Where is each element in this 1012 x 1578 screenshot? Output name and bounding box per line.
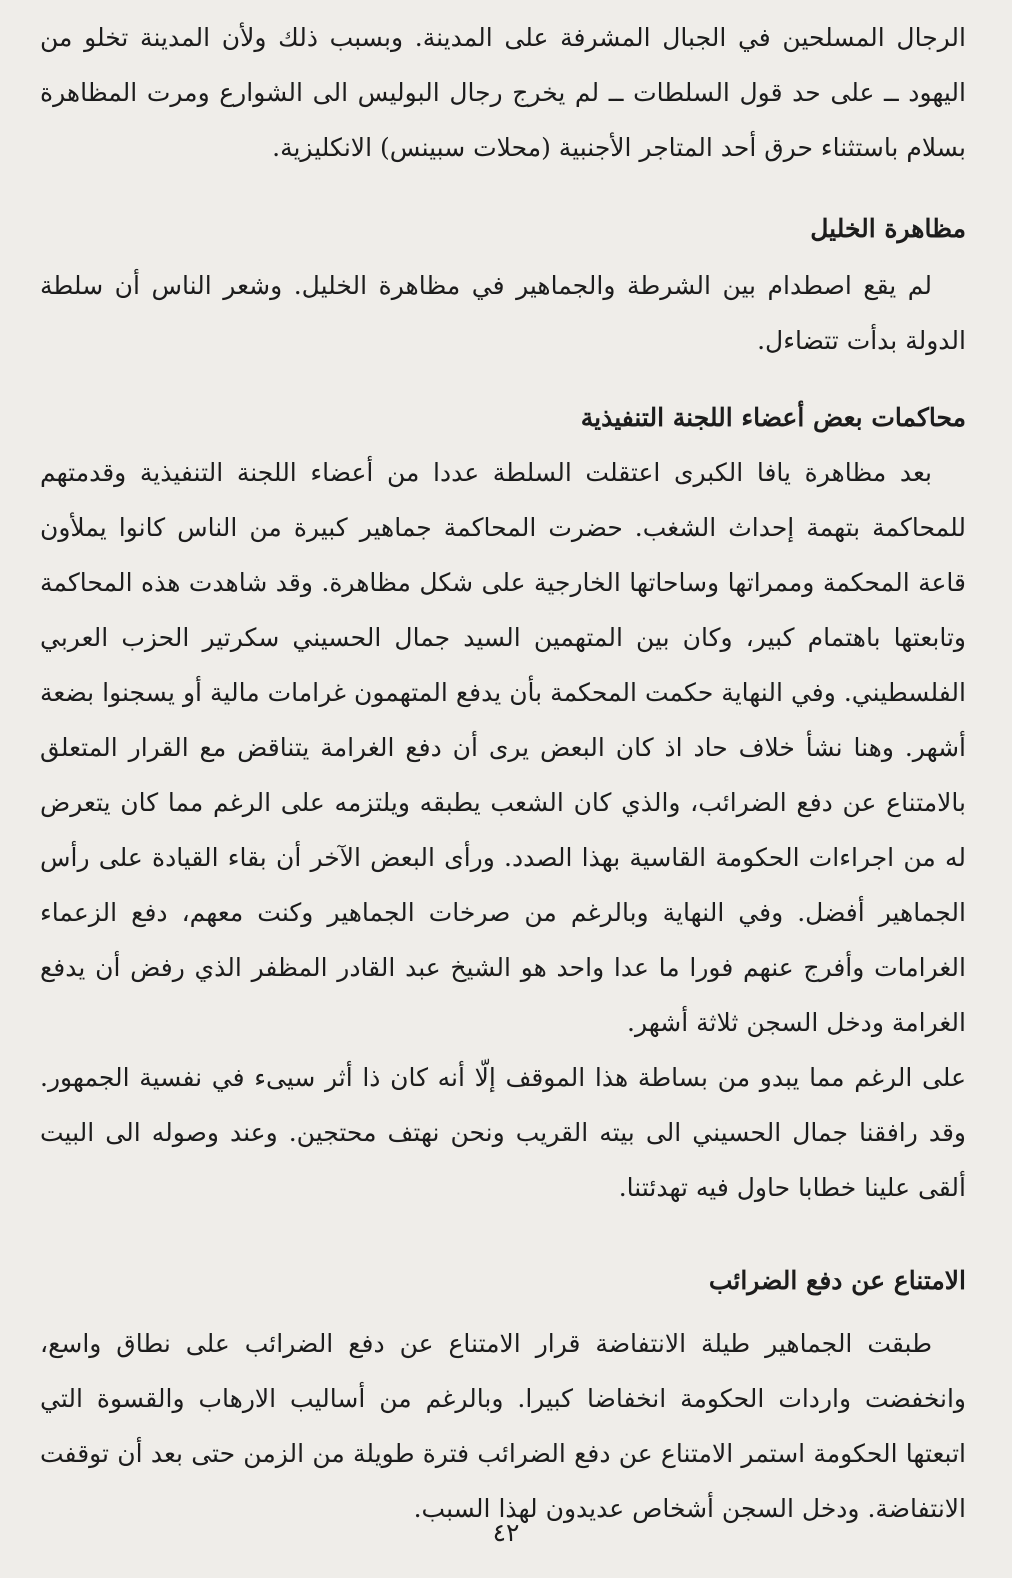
- heading-tax-refusal: الامتناع عن دفع الضرائب: [708, 1266, 966, 1295]
- paragraph-intro: الرجال المسلحين في الجبال المشرفة على المدينة. وبسبب ذلك ولأن المدينة تخلو من اليهود ــ على حد قول السلطات ــ لم يخرج رجال البوليس الى الشوارع ومرت المظاهرة بسلام باستثناء حرق أحد المتاجر الأجنبية (محلات سبينس) الانكليزية.: [40, 23, 966, 162]
- heading-committee-trials: محاكمات بعض أعضاء اللجنة التنفيذية: [580, 403, 966, 432]
- paragraph-tax-refusal: طبقت الجماهير طيلة الانتفاضة قرار الامتناع عن دفع الضرائب على نطاق واسع، وانخفضت واردات الحكومة انخفاضا كبيرا. وبالرغم من أساليب الارهاب والقسوة التي اتبعتها الحكومة استمر الامتناع عن دفع الضرائب فترة طويلة من الزمن حتى بعد أن توقفت الانتفاضة. ودخل السجن أشخاص عديدون لهذا السبب.: [40, 1329, 966, 1523]
- page-number: ٤٢: [492, 1518, 520, 1547]
- paragraph-trials-aftermath: على الرغم مما يبدو من بساطة هذا الموقف إلّا أنه كان ذا أثر سيىء في نفسية الجمهور. وقد رافقنا جمال الحسيني الى بيته القريب ونحن نهتف محتجين. وعند وصوله الى البيت ألقى علينا خطابا حاول فيه تهدئتنا.: [40, 1063, 966, 1202]
- paragraph-hebron: لم يقع اصطدام بين الشرطة والجماهير في مظاهرة الخليل. وشعر الناس أن سلطة الدولة بدأت تتضاءل.: [40, 271, 966, 355]
- heading-hebron-demonstration: مظاهرة الخليل: [810, 214, 966, 243]
- document-page: [40, 10, 966, 1570]
- paragraph-trials: بعد مظاهرة يافا الكبرى اعتقلت السلطة عددا من أعضاء اللجنة التنفيذية وقدمتهم للمحاكمة بتهمة إحداث الشغب. حضرت المحاكمة جماهير كبيرة من الناس كانوا يملأون قاعة المحكمة وممراتها وساحاتها الخارجية على شكل مظاهرة. وقد شاهدت هذه المحاكمة وتابعتها باهتمام كبير، وكان بين المتهمين السيد جمال الحسيني سكرتير الحزب العربي الفلسطيني. وفي النهاية حكمت المحكمة بأن يدفع المتهمون غرامات مالية أو يسجنوا بضعة أشهر. وهنا نشأ خلاف حاد اذ كان البعض يرى أن دفع الغرامة يتناقض مع القرار المتعلق بالامتناع عن دفع الضرائب، والذي كان الشعب يطبقه ويلتزمه على الرغم مما كان يتعرض له من اجراءات الحكومة القاسية بهذا الصدد. ورأى البعض الآخر أن بقاء القيادة على رأس الجماهير أفضل. وفي النهاية وبالرغم من صرخات الجماهير وكنت معهم، دفع الزعماء الغرامات وأفرج عنهم فورا ما عدا واحد هو الشيخ عبد القادر المظفر الذي رفض أن يدفع الغرامة ودخل السجن ثلاثة أشهر.: [40, 458, 966, 1037]
